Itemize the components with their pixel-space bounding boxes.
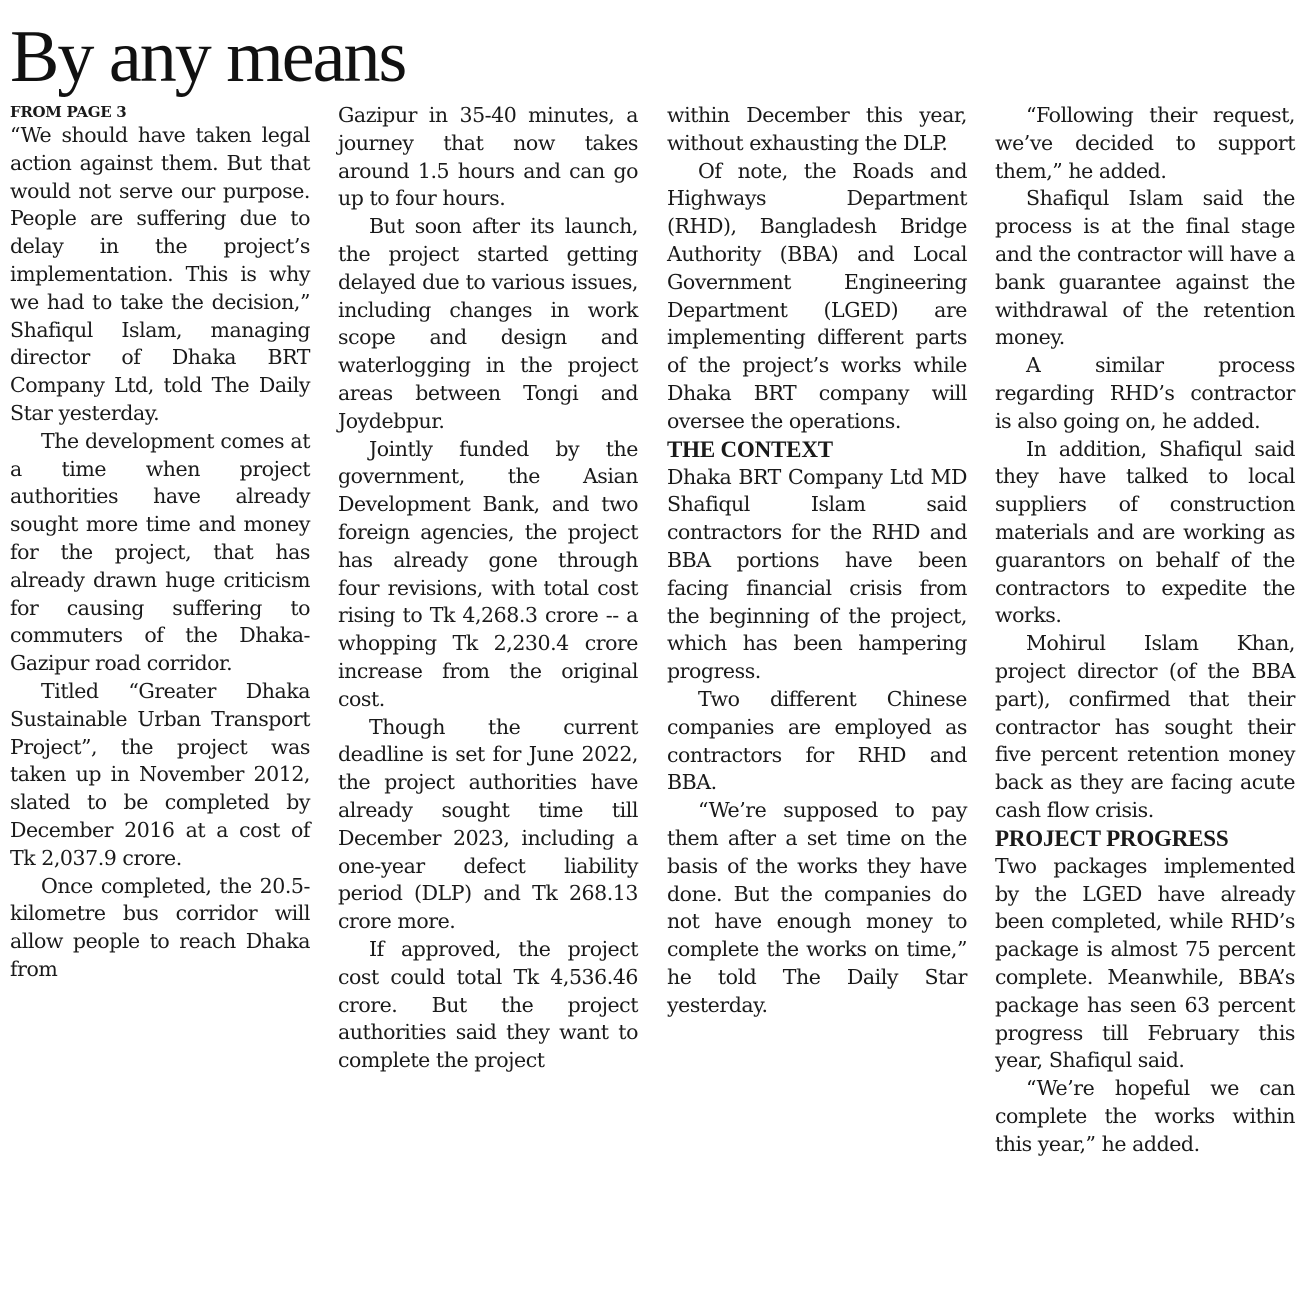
paragraph: “We’re supposed to pay them after a set time on the basis of the works they have done. But the companies do not have enough money to complete the works on time,” he told The Daily Star yesterday. [667,798,967,1017]
subhead-the-context: THE CONTEXT [667,436,833,462]
paragraph: If approved, the project cost could total Tk 4,536.46 crore. But the project authorities said they want to complete the project [338,936,638,1073]
paragraph: A similar process regarding RHD’s contractor is also going on, he added. [995,353,1295,433]
paragraph: within December this year, without exhausting the DLP. [667,103,967,155]
article-column-1 [10,102,310,984]
paragraph: Of note, the Roads and Highways Department (RHD), Bangladesh Bridge Authority (BBA) and Local Government Engineering Department (LGED) are implementing different parts of the project’s works while Dhaka BRT company will oversee the operations. [667,158,967,433]
paragraph: Two different Chinese companies are employed as contractors for RHD and BBA. [667,686,967,795]
paragraph: In addition, Shafiqul said they have talked to local suppliers of construction materials and are working as guarantors on behalf of the contractors to expedite the works. [995,436,1295,628]
paragraph: “Following their request, we’ve decided to support them,” he added. [995,103,1295,183]
paragraph: Though the current deadline is set for June 2022, the project authorities have already sought time till December 2023, including a one-year defect liability period (DLP) and Tk 268.13 crore more. [338,714,638,934]
paragraph: Titled “Greater Dhaka Sustainable Urban Transport Project”, the project was taken up in November 2012, slated to be completed by December 2016 at a cost of Tk 2,037.9 crore. [10,678,310,870]
paragraph: Shafiqul Islam said the process is at the final stage and the contractor will have a bank guarantee against the withdrawal of the retention money. [995,186,1295,350]
article-column-3 [667,102,967,1020]
paragraph: Two packages implemented by the LGED have already been completed, while RHD’s package is almost 75 percent complete. Meanwhile, BBA’s package has seen 63 percent progress till February this year, Shafiqul said. [995,853,1295,1073]
subhead-project-progress: PROJECT PROGRESS [995,825,1229,851]
article-column-2 [338,102,638,1075]
kicker-from-page: FROM PAGE 3 [10,103,127,121]
article-column-4 [995,102,1295,1158]
paragraph: “We should have taken legal action against them. But that would not serve our purpose. People are suffering due to delay in the project’s implementation. This is why we had to take the decision,” Shafiqul Islam, managing director of Dhaka BRT Company Ltd, told The Daily Star yesterday. [10,123,310,425]
paragraph: But soon after its launch, the project started getting delayed due to various issues, including changes in work scope and design and waterlogging in the project areas between Tongi and Joydebpur. [338,214,638,433]
paragraph: “We’re hopeful we can complete the works within this year,” he added. [995,1076,1295,1156]
paragraph: Mohirul Islam Khan, project director (of the BBA part), confirmed that their contractor has sought their five percent retention money back as they are facing acute cash flow crisis. [995,631,1295,822]
paragraph: Jointly funded by the government, the Asian Development Bank, and two foreign agencies, the project has already gone through four revisions, with total cost rising to Tk 4,268.3 crore -- a whopping Tk 2,230.4 crore increase from the original cost. [338,436,638,711]
paragraph: Gazipur in 35-40 minutes, a journey that now takes around 1.5 hours and can go up to four hours. [338,103,638,211]
paragraph: The development comes at a time when project authorities have already sought more time and money for the project, that has already drawn huge criticism for causing suffering to commuters of the Dhaka-Gazipur road corridor. [10,428,310,676]
paragraph: Dhaka BRT Company Ltd MD Shafiqul Islam said contractors for the RHD and BBA portions have been facing financial crisis from the beginning of the project, which has been hampering progress. [667,464,967,684]
paragraph: Once completed, the 20.5-kilometre bus corridor will allow people to reach Dhaka from [10,873,310,981]
headline: By any means [10,16,406,98]
